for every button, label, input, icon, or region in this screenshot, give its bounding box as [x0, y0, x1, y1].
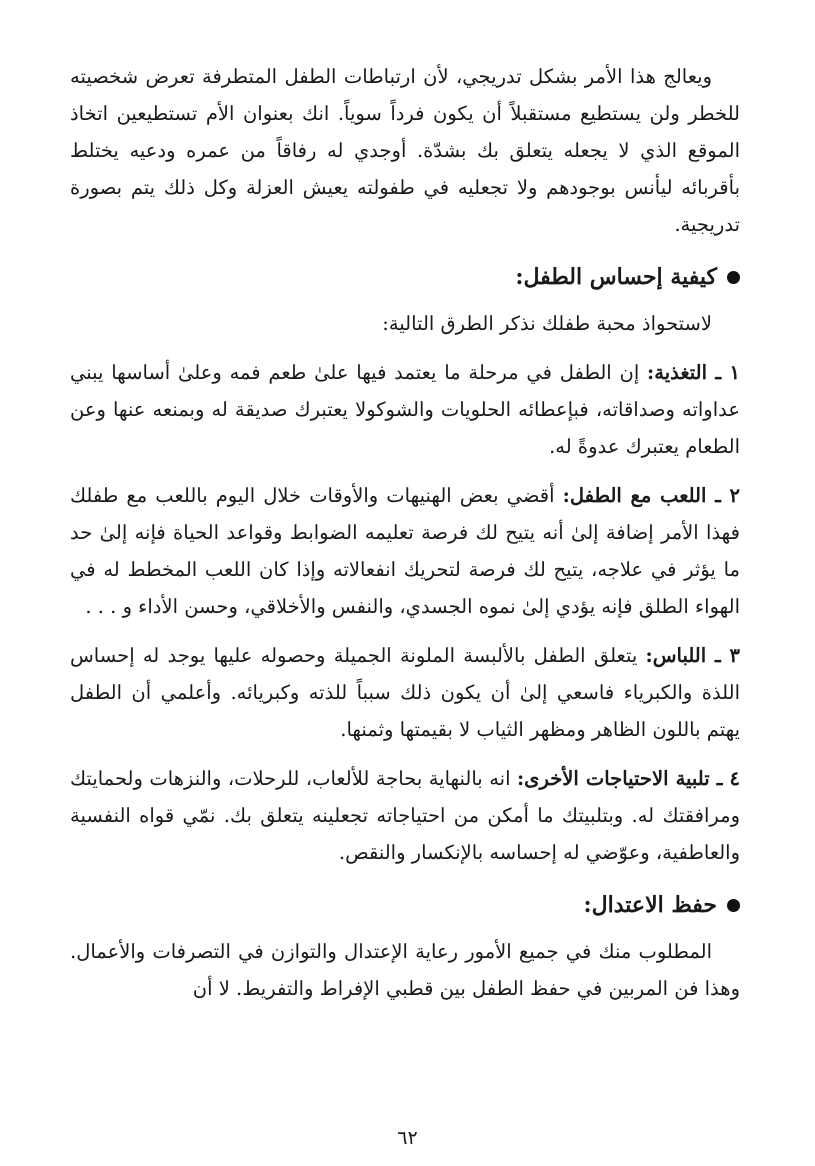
- needs-paragraph: [70, 760, 740, 871]
- play-term: ٢ ـ اللعب مع الطفل:: [562, 484, 740, 507]
- moderation-paragraph: المطلوب منك في جميع الأمور رعاية الإعتدال والتوازن في التصرفات والأعمال. وهذا فن المربين في حفظ الطفل بين قطبي الإفراط والتفريط. لا أن: [70, 940, 740, 1000]
- play-text: أقضي بعض الهنيهات والأوقات خلال اليوم باللعب مع طفلك فهذا الأمر إضافة إلىٰ أنه يتيح لك فرصة تعليمه الضوابط وقواعد الحياة فإنه إلىٰ حد ما يؤثر في علاجه، يتيح لك فرصة لتحريك انفعالاته وإذا كان اللعب المخطط له في الهواء الطلق فإنه يؤدي إلىٰ نموه الجسدي، والنفس والأخلاقي، وحسن الأداء و . . .: [70, 484, 740, 618]
- section-heading-moderation: [70, 883, 740, 927]
- clothing-term: ٣ ـ اللباس:: [645, 644, 740, 667]
- bullet-icon: [727, 899, 740, 912]
- needs-term: ٤ ـ تلبية الاحتياجات الأخرى:: [516, 767, 740, 790]
- lead-paragraph: لاستحواذ محبة طفلك نذكر الطرق التالية:: [382, 312, 712, 335]
- bullet-icon: [727, 271, 740, 284]
- section-heading-child-feeling: [70, 255, 740, 299]
- nutrition-paragraph: [70, 354, 740, 465]
- section-heading-text: حفظ الاعتدال:: [583, 892, 717, 918]
- nutrition-term: ١ ـ التغذية:: [647, 361, 740, 384]
- needs-text: انه بالنهاية بحاجة للألعاب، للرحلات، والنزهات ولحمايتك ومرافقتك له. وبتلبيتك ما أمكن من احتياجاته تجعلينه يتعلق بك. نمّي قواه النفسية والعاطفية، وعوّضي له إحساسه بالإنكسار والنقص.: [70, 767, 740, 864]
- play-paragraph: [70, 477, 740, 625]
- page-number: ٦٢: [397, 1127, 418, 1149]
- page-body: [70, 58, 740, 1007]
- nutrition-text: إن الطفل في مرحلة ما يعتمد فيها علىٰ طعم فمه وعلىٰ أساسها يبني عداواته وصداقاته، فبإعطائه الحلويات والشوكولا يعتبرك صديقة له وبمنعه عنها وعن الطعام يعتبرك عدوةً له.: [70, 361, 740, 458]
- clothing-text: يتعلق الطفل بالألبسة الملونة الجميلة وحصوله عليها يوجد له إحساس اللذة والكبرياء فاسعي إلىٰ أن يكون ذلك سبباً للذته وكبريائه. وأعلمي أن الطفل يهتم باللون الظاهر ومظهر الثياب لا بقيمتها وثمنها.: [70, 644, 740, 741]
- section-heading-text: كيفية إحساس الطفل:: [515, 264, 717, 290]
- clothing-paragraph: [70, 637, 740, 748]
- intro-paragraph: ويعالج هذا الأمر بشكل تدريجي، لأن ارتباطات الطفل المتطرفة تعرض شخصيته للخطر ولن يستطيع مستقبلاً أن يكون فرداً سوياً. انك بعنوان الأم تستطيعين اتخاذ الموقع الذي لا يجعله يتعلق بك بشدّة. أوجدي له رفاقاً من عمره ودعيه يختلط بأقربائه ليأنس بوجودهم ولا تجعليه في طفولته يعيش العزلة وكل ذلك يتم بصورة تدريجية.: [70, 65, 740, 236]
